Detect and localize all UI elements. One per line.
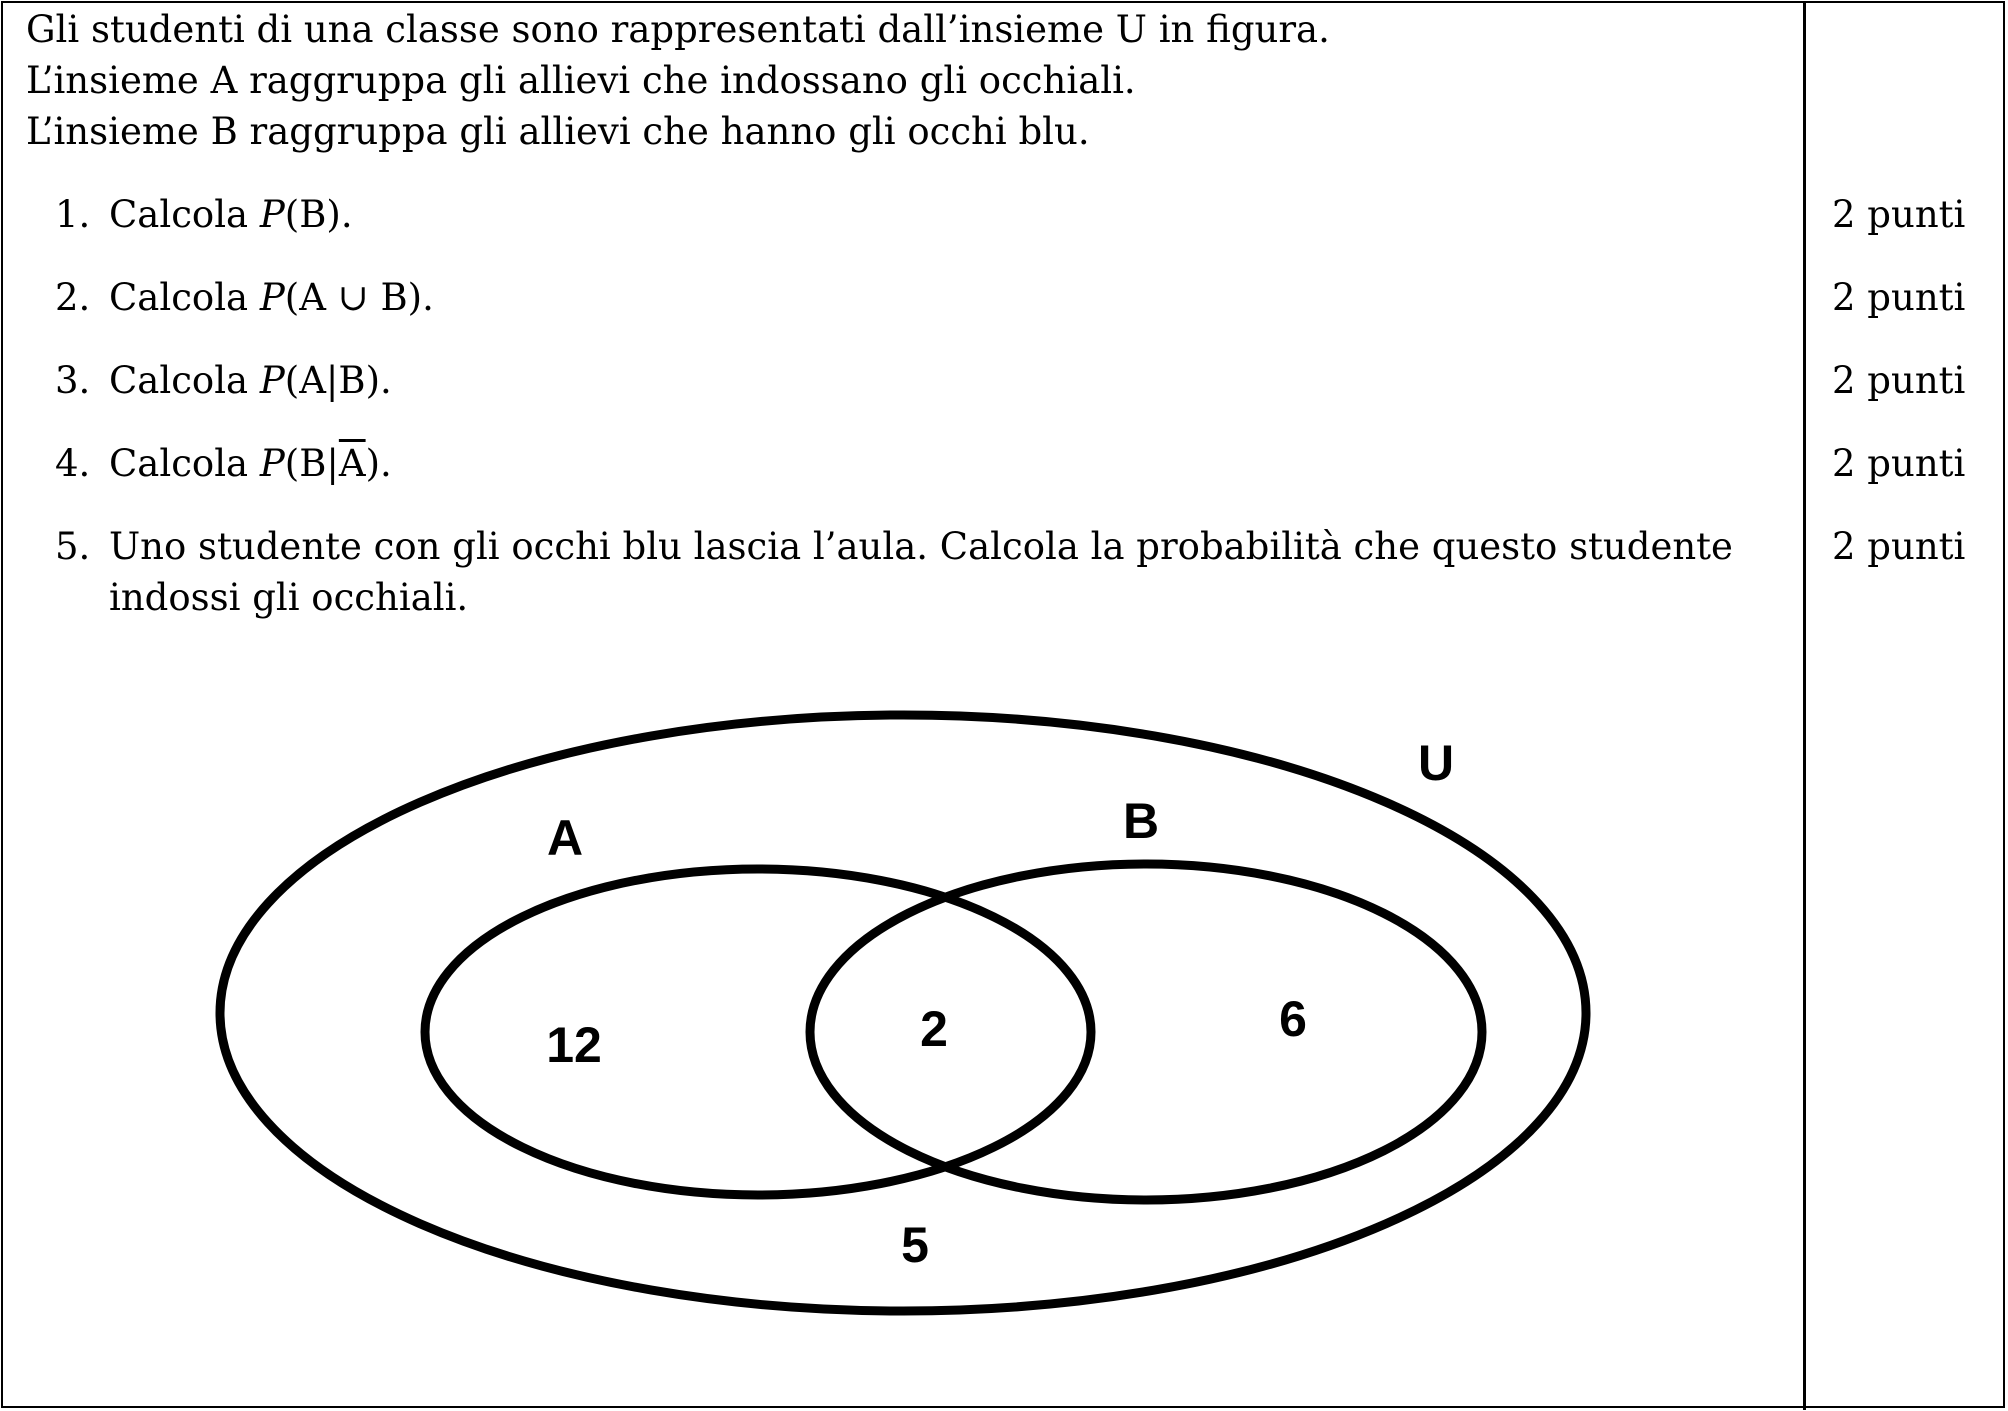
probability-symbol: P — [259, 442, 285, 485]
question-prefix: Calcola — [109, 442, 260, 485]
question-number: 4. — [55, 442, 91, 485]
question-number: 2. — [55, 276, 91, 319]
label-u: U — [1417, 735, 1455, 791]
question-expression-end: ). — [365, 442, 392, 485]
intro-line-2: L’insieme A raggruppa gli allievi che indossano gli occhiali. — [26, 59, 1136, 102]
question-3-points: 2 punti — [1832, 359, 1966, 402]
question-prefix: Calcola — [109, 193, 260, 236]
label-b: B — [1122, 793, 1160, 849]
set-b-ellipse — [810, 864, 1482, 1200]
question-expression: (A|B). — [284, 359, 392, 402]
question-number: 1. — [55, 193, 91, 236]
question-expression-start: (B| — [284, 442, 339, 485]
question-number: 5. — [55, 525, 91, 568]
count-only-b: 6 — [1279, 991, 1307, 1047]
intro-line-1: Gli studenti di una classe sono rappresentati dall’insieme U in figura. — [26, 8, 1330, 51]
count-a-and-b: 2 — [920, 1001, 948, 1057]
question-expression: (B). — [284, 193, 353, 236]
question-prefix: Calcola — [109, 276, 260, 319]
question-1-points: 2 punti — [1832, 193, 1966, 236]
question-5-points: 2 punti — [1832, 525, 1966, 568]
question-number: 3. — [55, 359, 91, 402]
question-expression: (A ∪ B). — [284, 276, 434, 319]
set-a-ellipse — [425, 869, 1091, 1195]
complement-a: $\overline{A}$ — [338, 442, 366, 485]
count-only-a: 12 — [546, 1017, 602, 1073]
question-prefix: Calcola — [109, 359, 260, 402]
question-2-points: 2 punti — [1832, 276, 1966, 319]
probability-symbol: P — [259, 359, 285, 402]
question-4-points: 2 punti — [1832, 442, 1966, 485]
question-text: Uno studente con gli occhi blu lascia l’aula. Calcola la probabilità che questo studente indossi gli occhiali. — [109, 525, 1733, 619]
probability-symbol: P — [259, 193, 285, 236]
count-outside: 5 — [901, 1217, 929, 1273]
intro-line-3: L’insieme B raggruppa gli allievi che hanno gli occhi blu. — [26, 110, 1090, 153]
probability-symbol: P — [259, 276, 285, 319]
label-a: A — [546, 810, 584, 866]
